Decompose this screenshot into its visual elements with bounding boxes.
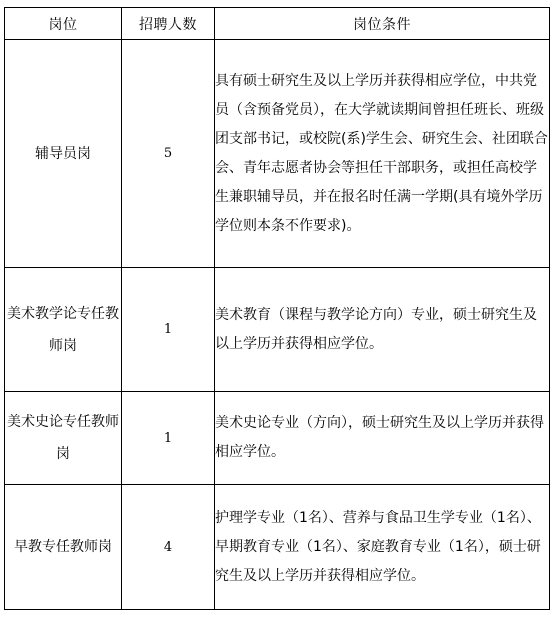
post-cell: 早教专任教师岗 xyxy=(5,485,122,610)
count-cell: 1 xyxy=(122,268,215,392)
table-row xyxy=(5,485,550,610)
post-cell: 美术教学论专任教师岗 xyxy=(5,268,122,392)
post-cell: 辅导员岗 xyxy=(5,40,122,268)
conditions-cell: 美术史论专业（方向），硕士研究生及以上学历并获得相应学位。 xyxy=(215,392,550,485)
header-conditions: 岗位条件 xyxy=(215,8,550,40)
count-cell: 5 xyxy=(122,40,215,268)
count-cell: 1 xyxy=(122,392,215,485)
table-row xyxy=(5,268,550,392)
conditions-cell: 具有硕士研究生及以上学历并获得相应学位，中共党员（含预备党员），在大学就读期间曾担任班长、班级团支部书记，或校院(系)学生会、研究生会、社团联合会、青年志愿者协会等担任干部职务，或担任高校学生兼职辅导员，并在报名时任满一学期(具有境外学历学位则本条不作要求)。 xyxy=(215,40,550,268)
conditions-cell: 护理学专业（1名）、营养与食品卫生学专业（1名）、早期教育专业（1名）、家庭教育专业（1名），硕士研究生及以上学历并获得相应学位。 xyxy=(215,485,550,610)
post-cell: 美术史论专任教师岗 xyxy=(5,392,122,485)
table-row xyxy=(5,40,550,268)
recruitment-table xyxy=(4,7,550,610)
conditions-cell: 美术教育（课程与教学论方向）专业，硕士研究生及以上学历并获得相应学位。 xyxy=(215,268,550,392)
header-post: 岗位 xyxy=(5,8,122,40)
table-header-row xyxy=(5,8,550,40)
table-row xyxy=(5,392,550,485)
count-cell: 4 xyxy=(122,485,215,610)
header-count: 招聘人数 xyxy=(122,8,215,40)
